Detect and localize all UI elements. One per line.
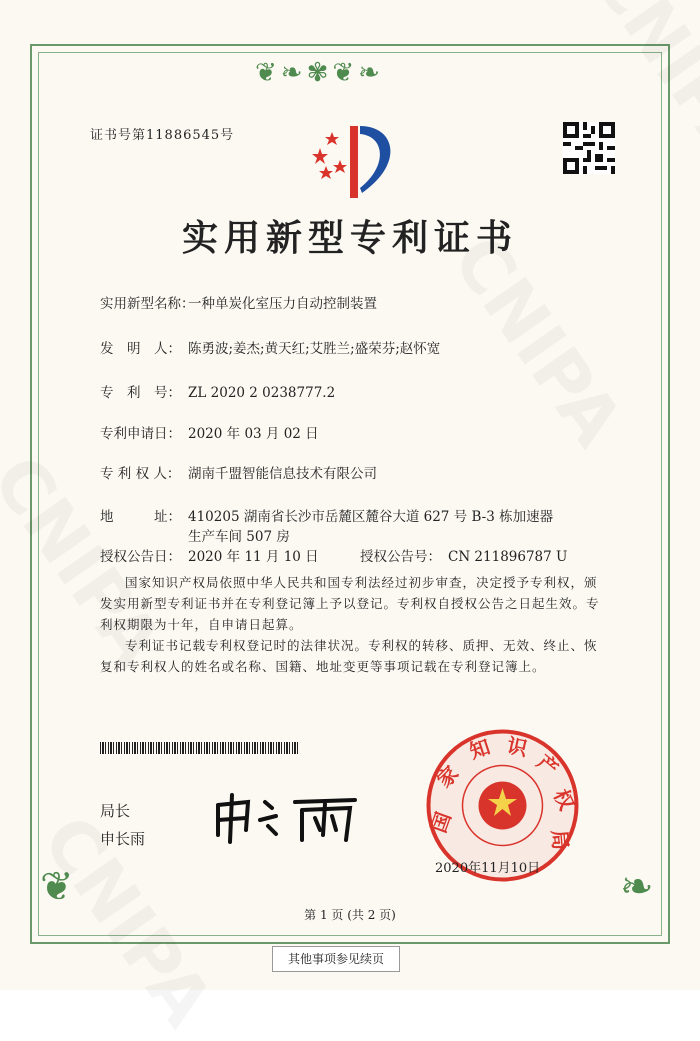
- svg-text:产: 产: [532, 749, 564, 781]
- svg-text:家: 家: [432, 761, 464, 793]
- field-patent-number: 专 利 号： ZL 2020 2 0238777.2: [100, 385, 336, 401]
- svg-text:识: 识: [504, 733, 530, 761]
- svg-text:权: 权: [548, 785, 580, 814]
- field-inventors: 发 明 人： 陈勇波;姜杰;黄天红;艾胜兰;盛荣芬;赵怀宽: [100, 341, 441, 357]
- svg-text:国: 国: [426, 808, 456, 836]
- field-grant-date: 授权公告日： 2020 年 11 月 10 日: [100, 549, 319, 565]
- svg-text:知: 知: [466, 734, 493, 764]
- statement-paragraph: 国家知识产权局依照中华人民共和国专利法经过初步审查，决定授予专利权，颁发实用新型专利证书并在专利登记簿上予以登记。专利权自授权公告之日起生效。专利权期限为十年，自申请日起算。: [100, 575, 600, 632]
- page-indicator: 第 1 页 (共 2 页): [304, 908, 396, 922]
- field-patentee: 专 利 权 人： 湖南千盟智能信息技术有限公司: [100, 466, 377, 482]
- field-utility-model-name: 实用新型名称：一种单炭化室压力自动控制装置: [100, 296, 377, 312]
- signature: [210, 790, 370, 845]
- continued-note: 其他事项参见续页: [272, 946, 400, 972]
- seal-date: 2020年11月10日: [435, 861, 541, 876]
- field-address: 地 址： 410205 湖南省长沙市岳麓区麓谷大道 627 号 B-3 栋加速器 生产车间 507 房: [100, 509, 554, 545]
- signatory-name: 申长雨: [100, 830, 146, 848]
- qr-code: [563, 122, 615, 174]
- corner-ornament-right: ❧: [620, 864, 654, 910]
- barcode: [100, 742, 300, 754]
- document-title: 实用新型专利证书: [181, 217, 518, 259]
- top-ornament: ❦❧✾❦❧: [255, 58, 384, 88]
- certificate-number: 证书号第11886545号: [90, 128, 235, 143]
- svg-text:局: 局: [547, 828, 573, 851]
- statement-paragraph: 专利证书记载专利权登记时的法律状况。专利权的转移、质押、无效、终止、恢复和专利权人的姓名或名称、国籍、地址变更等事项记载在专利登记簿上。: [100, 638, 598, 674]
- corner-ornament-left: ❦: [40, 864, 74, 910]
- field-grant-number: 授权公告号： CN 211896787 U: [360, 549, 568, 565]
- signatory-title: 局长: [100, 802, 131, 820]
- cnipa-logo: [300, 118, 410, 203]
- field-application-date: 专利申请日： 2020 年 03 月 02 日: [100, 426, 319, 442]
